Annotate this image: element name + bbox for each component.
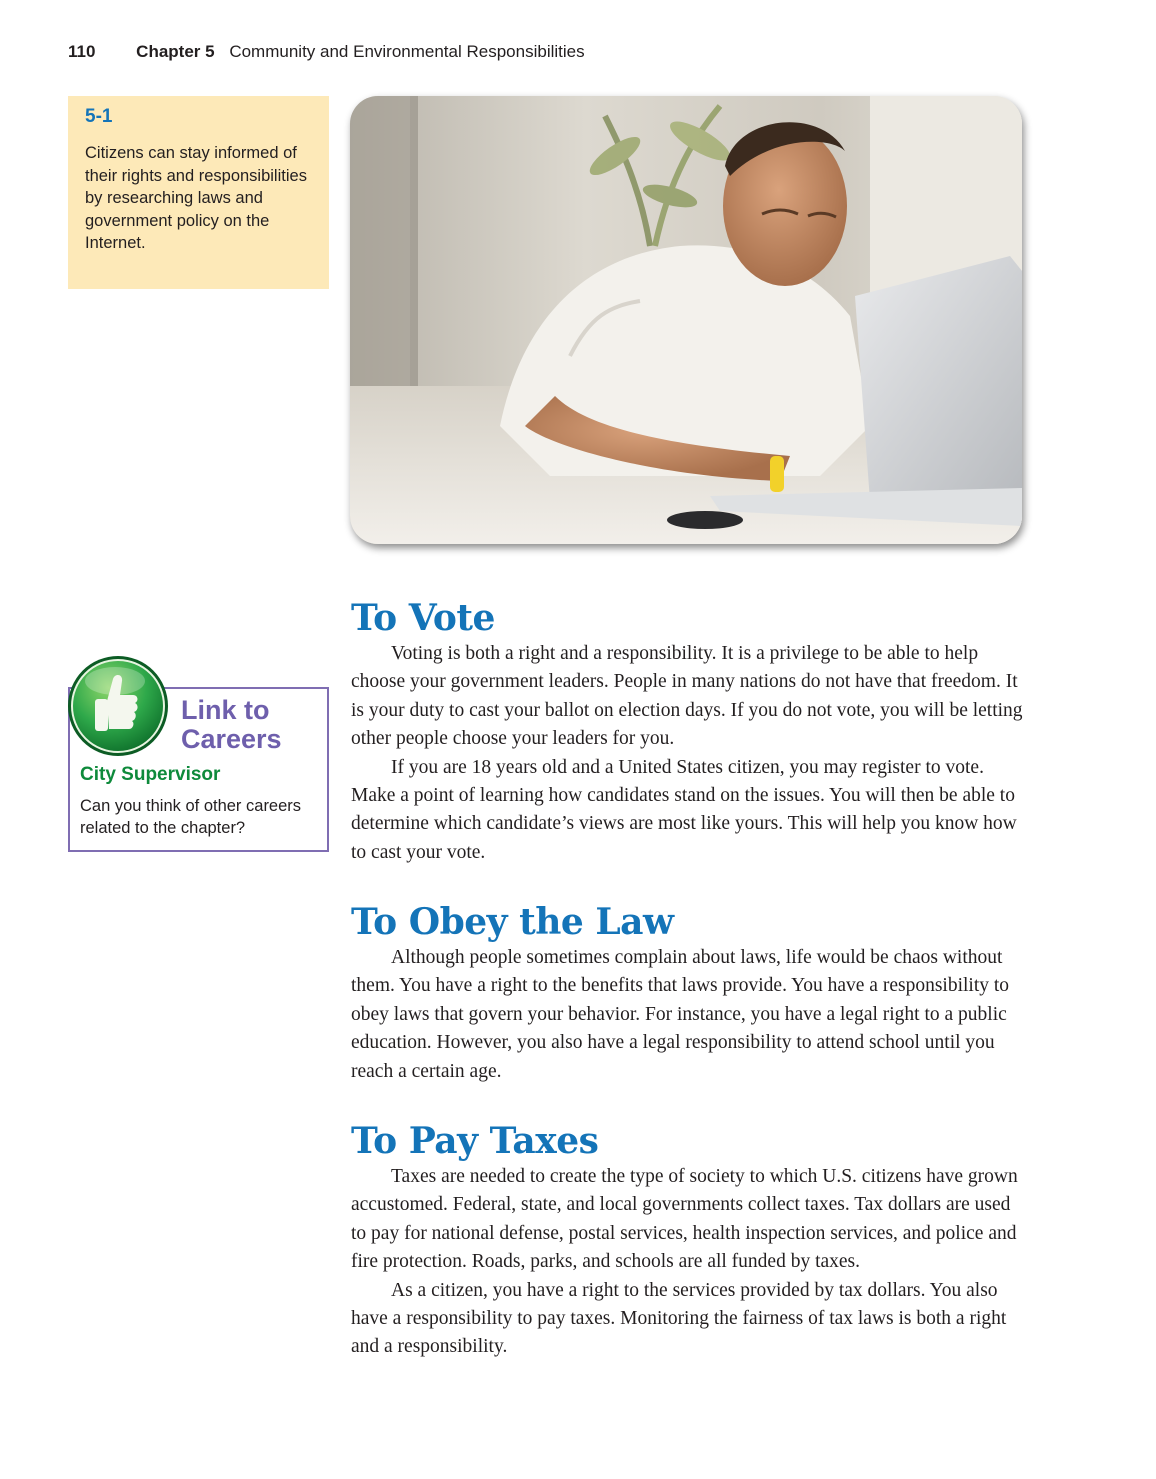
chapter-title: Community and Environmental Responsibilities	[229, 42, 585, 61]
thumbs-up-icon	[67, 655, 169, 757]
section-paragraph: Taxes are needed to create the type of society to which U.S. citizens have grown accustomed. Federal, state, and local governments collect taxes. Tax dollars are used to pay for national defense, postal services, health inspection services, and police and fire protection. Roads, parks, and schools are all funded by taxes.	[351, 1166, 1018, 1273]
careers-job-title: City Supervisor	[80, 764, 221, 785]
section-paragraph: Although people sometimes complain about laws, life would be chaos without them. You have a right to the benefits that laws provide. You have a responsibility to obey laws that govern your behavior. For instance, you have a legal right to a public education. However, you also have a legal responsibility to attend school until you reach a certain age.	[351, 947, 1010, 1082]
section-to-pay-taxes	[351, 1119, 1023, 1362]
section-paragraph: As a citizen, you have a right to the services provided by tax dollars. You also have a responsibility to pay taxes. Monitoring the fairness of tax laws is both a right and a responsibility.	[351, 1279, 1007, 1358]
careers-title	[181, 696, 282, 754]
figure-number: 5-1	[85, 106, 113, 127]
careers-title-line2: Careers	[181, 724, 282, 754]
careers-title-line1: Link to	[181, 695, 270, 725]
page-number: 110	[68, 42, 96, 61]
section-to-obey-the-law	[351, 900, 1023, 1086]
photo-illustration	[350, 96, 1022, 544]
figure-caption-box	[68, 96, 329, 289]
figure-caption: Citizens can stay informed of their rights and responsibilities by researching laws and government policy on the Internet.	[85, 144, 307, 252]
careers-question: Can you think of other careers related to the chapter?	[80, 797, 302, 837]
chapter-label: Chapter 5	[136, 42, 215, 61]
running-head	[68, 42, 585, 62]
section-heading: To Obey the Law	[351, 901, 674, 943]
section-paragraph: Voting is both a right and a responsibility. It is a privilege to be able to help choose your government leaders. People in many nations do not have that freedom. It is your duty to cast your ballot on election days. If you do not vote, you will be letting other people choose your leaders for you.	[351, 643, 1023, 750]
section-heading: To Pay Taxes	[351, 1120, 599, 1162]
figure-photo	[350, 96, 1022, 544]
section-heading: To Vote	[351, 597, 495, 639]
section-to-vote	[351, 596, 1023, 867]
section-paragraph: If you are 18 years old and a United States citizen, you may register to vote. Make a point of learning how candidates stand on the issues. You will then be able to determine which candidate’s views are most like yours. This will help you know how to cast your vote.	[351, 756, 1017, 863]
